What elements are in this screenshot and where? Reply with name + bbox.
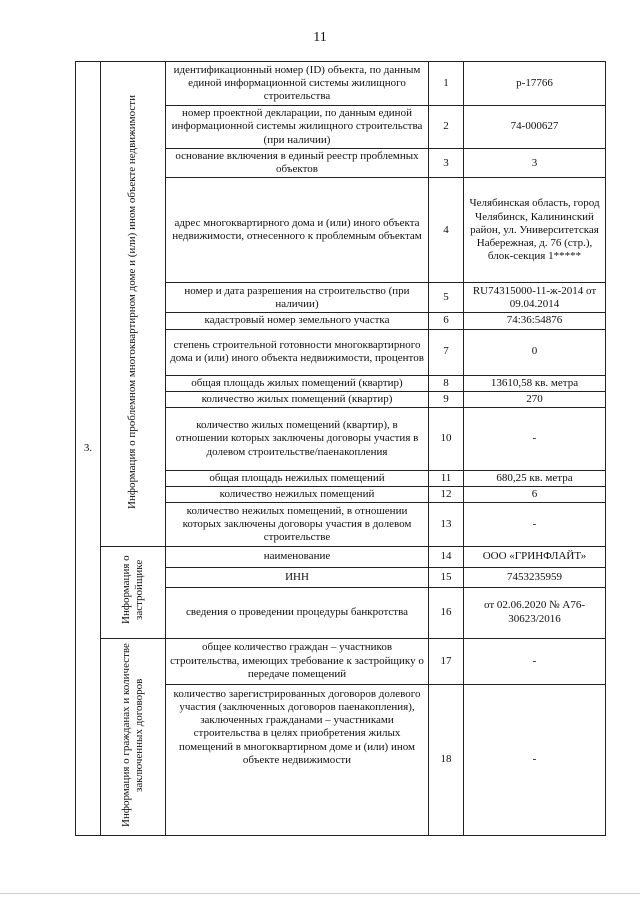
- row-value: -: [464, 407, 606, 470]
- row-description: наименование: [166, 547, 429, 567]
- row-description: степень строительной готовности многоквартирного дома и (или) иного объекта недвижимости, процентов: [166, 329, 429, 375]
- row-code: 7: [429, 329, 464, 375]
- row-value: 6: [464, 487, 606, 503]
- row-description: количество нежилых помещений: [166, 487, 429, 503]
- row-description: общая площадь жилых помещений (квартир): [166, 375, 429, 391]
- row-value: 74:36:54876: [464, 313, 606, 329]
- row-description: номер проектной декларации, по данным единой информационной системы жилищного строительства (при наличии): [166, 106, 429, 149]
- row-value: 74-000627: [464, 106, 606, 149]
- group-label: Информация о проблемном многоквартирном доме и (или) ином объекте недвижимости: [126, 95, 139, 510]
- row-description: идентификационный номер (ID) объекта, по данным единой информационной системы жилищного строительства: [166, 62, 429, 106]
- table-row: [76, 62, 606, 106]
- row-description: номер и дата разрешения на строительство (при наличии): [166, 283, 429, 313]
- page-bottom-divider: [0, 893, 640, 894]
- table-row: [76, 547, 606, 567]
- row-value: Челябинская область, город Челябинск, Калининский район, ул. Университетская Набережная, д. 76 (стр.), блок-секция 1*****: [464, 178, 606, 283]
- row-code: 15: [429, 567, 464, 587]
- section-number: 3.: [76, 62, 101, 836]
- row-value: р-17766: [464, 62, 606, 106]
- row-code: 8: [429, 375, 464, 391]
- row-value: от 02.06.2020 № А76-30623/2016: [464, 587, 606, 638]
- group-label: Информация о гражданах и количестве заключенных договоров: [119, 642, 145, 827]
- group-object-info: [101, 62, 166, 547]
- table-row: [76, 638, 606, 684]
- row-value: -: [464, 684, 606, 835]
- row-code: 1: [429, 62, 464, 106]
- row-code: 10: [429, 407, 464, 470]
- row-code: 2: [429, 106, 464, 149]
- row-code: 18: [429, 684, 464, 835]
- row-code: 4: [429, 178, 464, 283]
- row-value: 270: [464, 391, 606, 407]
- row-description: кадастровый номер земельного участка: [166, 313, 429, 329]
- row-value: 3: [464, 149, 606, 178]
- group-citizens-info: [101, 638, 166, 835]
- row-code: 13: [429, 503, 464, 547]
- row-value: -: [464, 638, 606, 684]
- object-info-table: [75, 61, 606, 836]
- row-value: RU74315000-11-ж-2014 от 09.04.2014: [464, 283, 606, 313]
- group-label: Информация о застройщике: [119, 555, 145, 625]
- row-description: количество жилых помещений (квартир): [166, 391, 429, 407]
- row-description: сведения о проведении процедуры банкротства: [166, 587, 429, 638]
- row-value: 680,25 кв. метра: [464, 470, 606, 486]
- row-description: количество нежилых помещений, в отношении которых заключены договоры участия в долевом строительстве: [166, 503, 429, 547]
- row-description: основание включения в единый реестр проблемных объектов: [166, 149, 429, 178]
- row-description: общая площадь нежилых помещений: [166, 470, 429, 486]
- row-code: 3: [429, 149, 464, 178]
- group-developer-info: [101, 547, 166, 638]
- row-description: ИНН: [166, 567, 429, 587]
- row-value: 0: [464, 329, 606, 375]
- row-description: адрес многоквартирного дома и (или) иного объекта недвижимости, отнесенного к проблемным объектам: [166, 178, 429, 283]
- row-description: количество зарегистрированных договоров долевого участия (заключенных договоров паенакопления), заключенных гражданами – участниками строительства в целях приобретения жилых помещений в многоквартирном доме и (или) ином объекте недвижимости: [166, 684, 429, 835]
- row-code: 16: [429, 587, 464, 638]
- row-code: 9: [429, 391, 464, 407]
- row-description: общее количество граждан – участников строительства, имеющих требование к застройщику о передаче помещений: [166, 638, 429, 684]
- row-value: 7453235959: [464, 567, 606, 587]
- row-code: 14: [429, 547, 464, 567]
- row-code: 17: [429, 638, 464, 684]
- row-code: 5: [429, 283, 464, 313]
- row-description: количество жилых помещений (квартир), в отношении которых заключены договоры участия в долевом строительстве/паенакопления: [166, 407, 429, 470]
- row-code: 12: [429, 487, 464, 503]
- row-value: -: [464, 503, 606, 547]
- row-code: 11: [429, 470, 464, 486]
- row-value: 13610,58 кв. метра: [464, 375, 606, 391]
- row-code: 6: [429, 313, 464, 329]
- page-number: 11: [313, 30, 327, 45]
- row-value: ООО «ГРИНФЛАЙТ»: [464, 547, 606, 567]
